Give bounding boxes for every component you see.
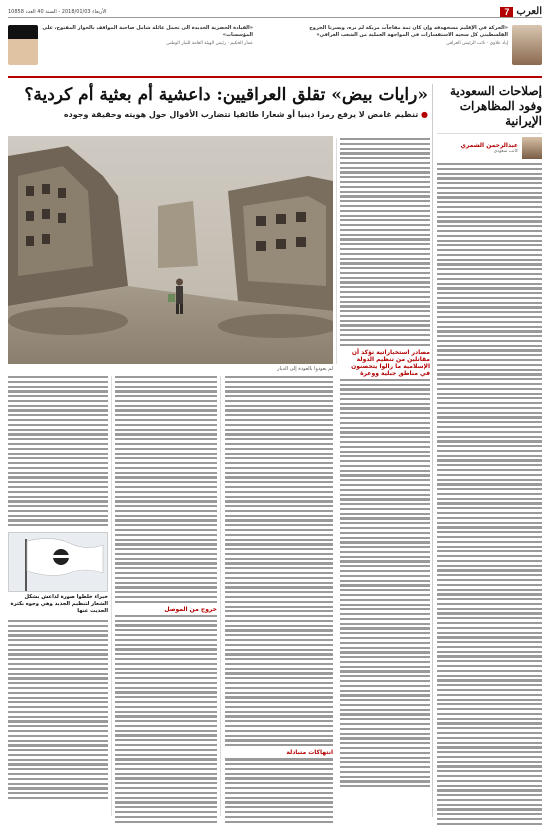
quote-text: «الحركة في الإقليم مسخهدفه وإن كان ثمة مفاجآت مربكة لم نره، ويسرنا الخروج الفلسطيني كل سحيه الاستفسارات في المواجهة العملية من الشعب العراقي» xyxy=(309,25,508,38)
pull-quote: مصادر استخباراتية تؤكد أن مقاتلين من تنظيم الدولة الإسلامية ما زالوا يتحصنون في مناطق جبلية ووعرة xyxy=(351,348,430,377)
page-number: 7 xyxy=(500,7,513,17)
quote-role: رئيس الهيئة العامة للتيار الوطني xyxy=(166,41,227,46)
article-column-3 xyxy=(115,376,217,825)
quote-text: «القيادة الحضرية الجديدة الى تحمل عائلة شامل صاحبة المواقف بالحوار المفتوح، على المؤسسات» xyxy=(42,25,253,38)
text-lines xyxy=(437,163,542,825)
column-divider xyxy=(336,138,337,364)
white-flag-illustration xyxy=(8,533,107,592)
text-lines xyxy=(340,379,430,788)
inset-photo xyxy=(8,532,108,592)
text-lines xyxy=(8,620,108,799)
newspaper-logo: العرب xyxy=(516,6,542,17)
avatar xyxy=(8,25,38,65)
photo-caption: لم يعودوا بالعودة إلى الديار xyxy=(277,366,333,372)
quote-name: إياد علاوي xyxy=(489,41,508,46)
ruins-illustration xyxy=(8,136,333,364)
author-photo xyxy=(522,137,542,159)
main-headline-block xyxy=(8,84,428,120)
author-name: عبدالرحمن الشمري xyxy=(460,142,518,149)
author-byline xyxy=(437,133,542,159)
quote-right: «الحركة في الإقليم مسخهدفه وإن كان ثمة مفاجآت مربكة لم نره، ويسرنا الخروج الفلسطيني كل سحيه الاستفسارات في المواجهة العملية من الشعب العراقي» إياد علاوي · نائب الرئيس العراقي xyxy=(297,25,542,73)
article-column-4 xyxy=(8,376,108,526)
text-lines xyxy=(115,615,217,825)
author-role: كاتب سعودي xyxy=(493,149,518,154)
date-line: الأربعاء 2018/01/03 - السنة 40 العدد 10858 xyxy=(8,8,107,15)
text-lines xyxy=(340,138,430,346)
main-subheadline: ● تنظيم غامض لا يرفع رمزا دينيا أو شعارا طائفيا تتضارب الأقوال حول هويته وحقيقة وجوده xyxy=(63,110,428,119)
text-lines xyxy=(225,376,333,746)
quote-role: نائب الرئيس العراقي xyxy=(446,41,486,46)
text-lines xyxy=(115,376,217,603)
main-headline: «رايات بيض» تقلق العراقيين: داعشية أم بعثية أم كردية؟ xyxy=(24,85,428,105)
avatar xyxy=(512,25,542,65)
opinion-column xyxy=(432,84,542,817)
main-photo xyxy=(8,136,333,364)
quote-left: «القيادة الحضرية الجديدة الى تحمل عائلة شامل صاحبة المواقف بالحوار المفتوح، على المؤسسات» عمار الحكيم · رئيس الهيئة العامة للتيار الوطني xyxy=(8,25,253,73)
opinion-headline: إصلاحات السعودية وفود المظاهرات الإيرانية xyxy=(449,84,542,128)
brand xyxy=(500,6,542,17)
section-subhead: انتهاكات متبادلة xyxy=(286,749,333,757)
masthead xyxy=(8,6,542,18)
inset-caption: خبراء خلطوا صورة لداعش بشكل الشعار لتنظيم الجديد وهي وجوه بكثرة الحديث عنها xyxy=(10,594,108,614)
text-lines xyxy=(8,376,108,526)
column-divider xyxy=(220,376,221,816)
column-divider xyxy=(111,376,112,816)
article-column-1 xyxy=(340,138,430,787)
quote-name: عمار الحكيم xyxy=(230,41,253,46)
article-column-2 xyxy=(225,376,333,825)
top-banner xyxy=(8,21,542,78)
article-column-4b xyxy=(8,620,108,799)
section-subhead: خروج من الموصل xyxy=(164,605,217,613)
text-lines xyxy=(225,758,333,825)
